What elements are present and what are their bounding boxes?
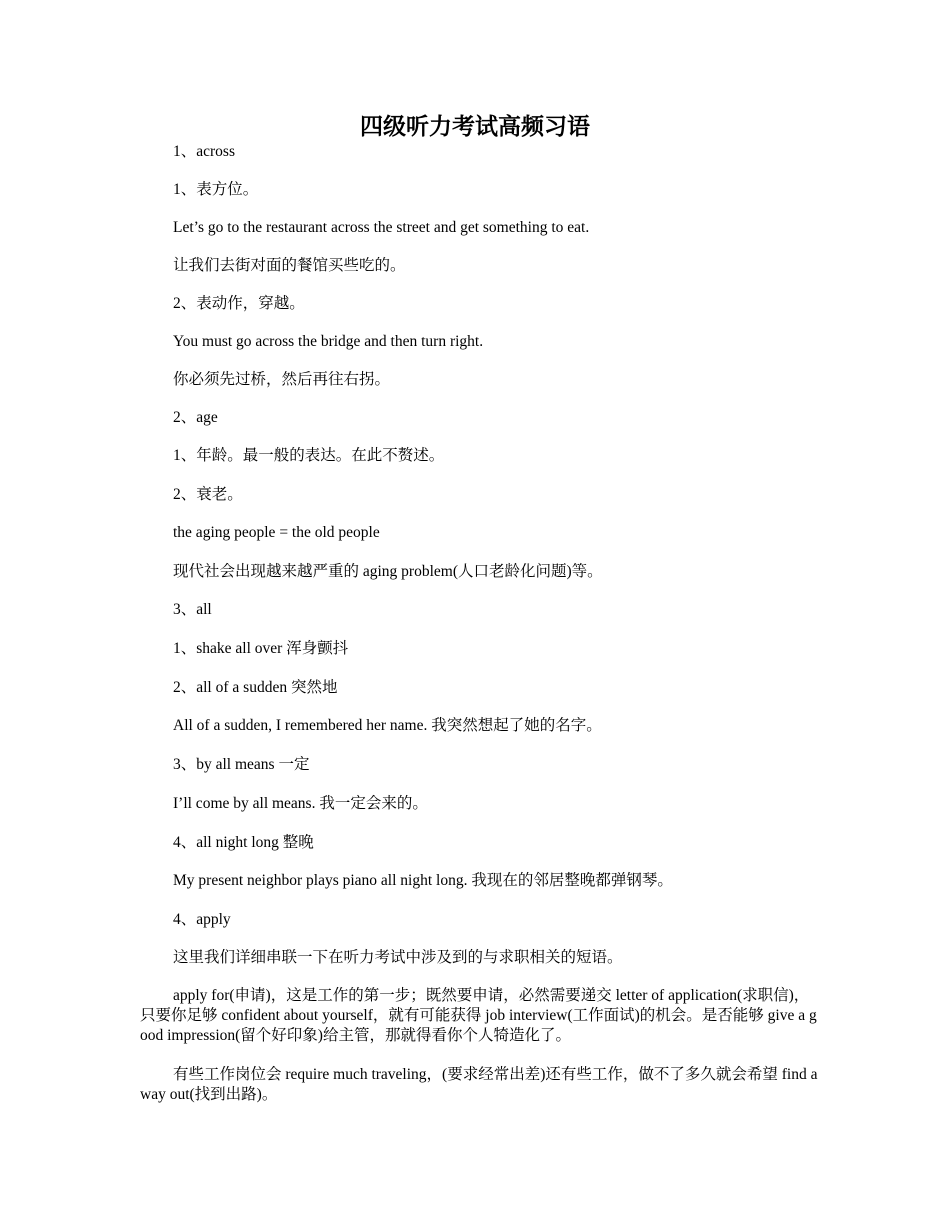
text-line: 1、表方位。 [173, 181, 259, 198]
text-line: 1、年龄。最一般的表达。在此不赘述。 [173, 447, 445, 464]
text-line: 2、表动作，穿越。 [173, 295, 305, 312]
text-line: 你必须先过桥，然后再往右拐。 [173, 371, 391, 388]
heading-all: 3、all [173, 601, 212, 618]
paragraph-apply-for: apply for(申请)，这是工作的第一步；既然要申请，必然需要递交 letter of application(求职信)，只要你足够 confident about yourself，就有可能获得 job interview(工作面试)的机会。是否能够 give a good impression(留个好印象)给主管，那就得看你个人犄造化了。 [140, 987, 817, 1044]
text-line: 让我们去街对面的餐馆买些吃的。 [173, 257, 406, 274]
text-line: 3、by all means 一定 [173, 756, 310, 773]
text-line: 2、衰老。 [173, 486, 243, 503]
document-title: 四级听力考试高频习语 [360, 113, 590, 140]
text-line: You must go across the bridge and then turn right. [173, 333, 484, 350]
paragraph-job-requirements: 有些工作岗位会 require much traveling，(要求经常出差)还有些工作，做不了多久就会希望 find a way out(找到出路)。 [140, 1066, 818, 1103]
heading-age: 2、age [173, 409, 218, 426]
text-line: I’ll come by all means. 我一定会来的。 [173, 795, 428, 812]
heading-across: 1、across [173, 143, 235, 160]
text-line: Let’s go to the restaurant across the street and get something to eat. [173, 219, 590, 236]
text-line: 这里我们详细串联一下在听力考试中涉及到的与求职相关的短语。 [173, 949, 623, 966]
heading-apply: 4、apply [173, 911, 231, 928]
text-line: 1、shake all over 浑身颤抖 [173, 640, 349, 657]
text-line: the aging people = the old people [173, 524, 380, 541]
text-line: 4、all night long 整晚 [173, 834, 314, 851]
text-line: All of a sudden, I remembered her name. 我突然想起了她的名字。 [173, 717, 602, 734]
text-line: My present neighbor plays piano all night long. 我现在的邻居整晚都弹钢琴。 [173, 872, 673, 889]
text-line: 现代社会出现越来越严重的 aging problem(人口老龄化问题)等。 [173, 563, 603, 580]
text-line: 2、all of a sudden 突然地 [173, 679, 338, 696]
